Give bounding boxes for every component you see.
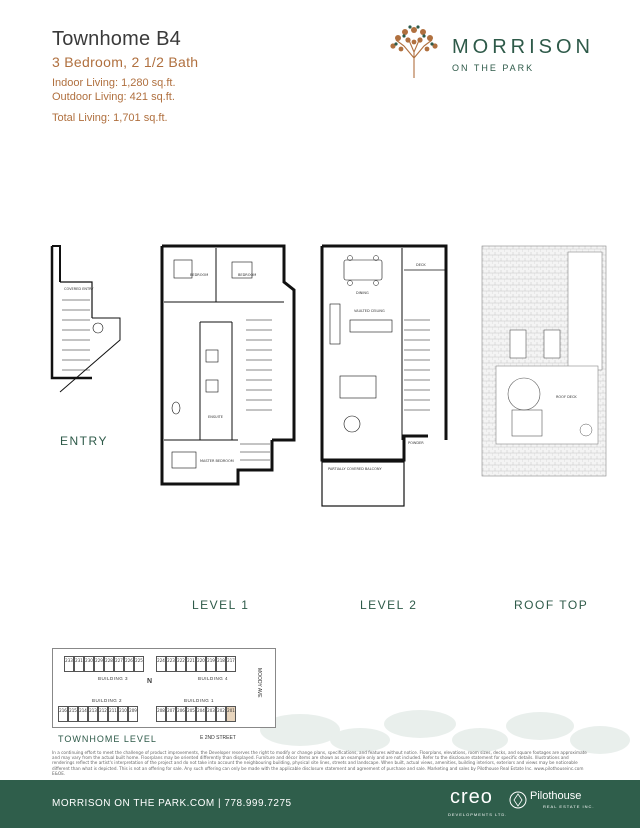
keyplan-unit: 210 [118, 706, 128, 722]
north-arrow-icon: N [147, 678, 153, 685]
keyplan-unit: 214 [78, 706, 88, 722]
indoor-living: Indoor Living: 1,280 sq.ft. [52, 77, 176, 89]
keyplan-unit: 203 [206, 706, 216, 722]
l2-powder-label: POWDER [408, 441, 424, 445]
pilothouse-logo: Pilothouse [530, 790, 582, 802]
entry-label: ENTRY [60, 434, 108, 448]
level-1-plan [162, 246, 294, 484]
creo-logo: creo [450, 786, 493, 808]
keyplan-unit: 218 [216, 656, 226, 672]
keyplan-unit: 226 [124, 656, 134, 672]
roof-deck-label: ROOF DECK [556, 395, 577, 399]
keyplan-unit: 211 [108, 706, 118, 722]
keyplan-unit: 206 [176, 706, 186, 722]
l1-bedroom-1-label: BEDROOM [190, 273, 209, 277]
keyplan-unit: 217 [226, 656, 236, 672]
keyplan-unit: 202 [216, 706, 226, 722]
level-1-label: LEVEL 1 [192, 598, 250, 612]
rooftop-label: ROOF TOP [514, 598, 589, 612]
keyplan-unit: 220 [196, 656, 206, 672]
keyplan-unit: 219 [206, 656, 216, 672]
units-building-4 [156, 656, 236, 672]
keyplan-unit: 213 [88, 706, 98, 722]
l1-bedroom-2-label: BEDROOM [238, 273, 257, 277]
disclaimer-text: In a continuing effort to meet the challenge of product improvements, the Developer reserves the right to modify or change plans, specifications, and features without notice. Floorplans, elevations, room sizes, decks, and square footages are approximate and may vary from the actual built home. Floorplans may be oriented differently than displayed. Furniture and décor items are shown as an example only and are not included. Refer to the disclosure statement for specific details. Illustrations and renderings reflect the artist's interpretation of the project and do not take into account the neighbouring building, physical site lines, streets and landscape. When built, actual views, amenities, building interiors, exteriors and views may be noticeable different than what is depicted. This is not an offering for sale. Any such offering can only be made with the applicable disclosure statement and agreement of purchase and sale. Marketing and sales by Pilothouse Real Estate Inc. www.pilothouseinc.com E&OE. [52, 750, 587, 776]
units-building-3 [64, 656, 144, 672]
keyplan-unit: 207 [166, 706, 176, 722]
l2-dining-label: DINING [356, 291, 369, 295]
units-building-1 [156, 706, 236, 722]
pilothouse-logo-icon [509, 791, 527, 809]
keyplan-unit: 205 [186, 706, 196, 722]
keyplan-unit: 224 [156, 656, 166, 672]
keyplan-unit: 227 [114, 656, 124, 672]
keyplan-unit: 230 [84, 656, 94, 672]
outdoor-living: Outdoor Living: 421 sq.ft. [52, 91, 175, 103]
keyplan-unit: 228 [104, 656, 114, 672]
brand-subtitle: ON THE PARK [452, 63, 535, 73]
keyplan-unit: 222 [176, 656, 186, 672]
keyplan-unit: 209 [128, 706, 138, 722]
entry-plan [52, 246, 120, 392]
keyplan-unit: 221 [186, 656, 196, 672]
keyplan-unit: 233 [64, 656, 74, 672]
footer-bar [0, 780, 640, 828]
l2-deck-label: DECK [416, 263, 426, 267]
keyplan-unit: 212 [98, 706, 108, 722]
keyplan-unit: 229 [94, 656, 104, 672]
keyplan-unit: 204 [196, 706, 206, 722]
pilothouse-subtitle: REAL ESTATE INC. [543, 804, 595, 809]
rooftop-plan [482, 246, 606, 476]
covered-entry-label: COVERED ENTRY [64, 287, 94, 291]
unit-subtitle: 3 Bedroom, 2 1/2 Bath [52, 54, 199, 70]
building-1-label: BUILDING 1 [184, 698, 215, 703]
building-2-label: BUILDING 2 [92, 698, 123, 703]
units-building-2 [58, 706, 138, 722]
townhome-level-label: TOWNHOME LEVEL [58, 734, 157, 744]
l1-master-bedroom-label: MASTER BEDROOM [200, 459, 234, 463]
keyplan-unit: 215 [68, 706, 78, 722]
footer-contact[interactable]: MORRISON ON THE PARK.COM | 778.999.7275 [52, 798, 292, 809]
page-title: Townhome B4 [52, 28, 181, 50]
keyplan-unit: 208 [156, 706, 166, 722]
creo-subtitle: DEVELOPMENTS LTD. [448, 812, 508, 817]
street-2nd-label: E 2ND STREET [200, 735, 236, 741]
keyplan-unit: 223 [166, 656, 176, 672]
brand-name: MORRISON [452, 36, 594, 58]
l2-vaulted-label: VAULTED CEILING [354, 309, 385, 313]
keyplan-unit: 225 [134, 656, 144, 672]
level-2-label: LEVEL 2 [360, 598, 418, 612]
keyplan-unit: 216 [58, 706, 68, 722]
keyplan-unit: 231 [74, 656, 84, 672]
street-moody-label: MOODY AVE [256, 668, 262, 698]
building-4-label: BUILDING 4 [198, 676, 229, 681]
total-living: Total Living: 1,701 sq.ft. [52, 112, 168, 124]
l1-ensuite-label: ENSUITE [208, 415, 223, 419]
keyplan-unit: 201 [226, 706, 236, 722]
l2-balcony-label: PARTIALLY COVERED BALCONY [328, 467, 382, 471]
building-3-label: BUILDING 3 [98, 676, 129, 681]
